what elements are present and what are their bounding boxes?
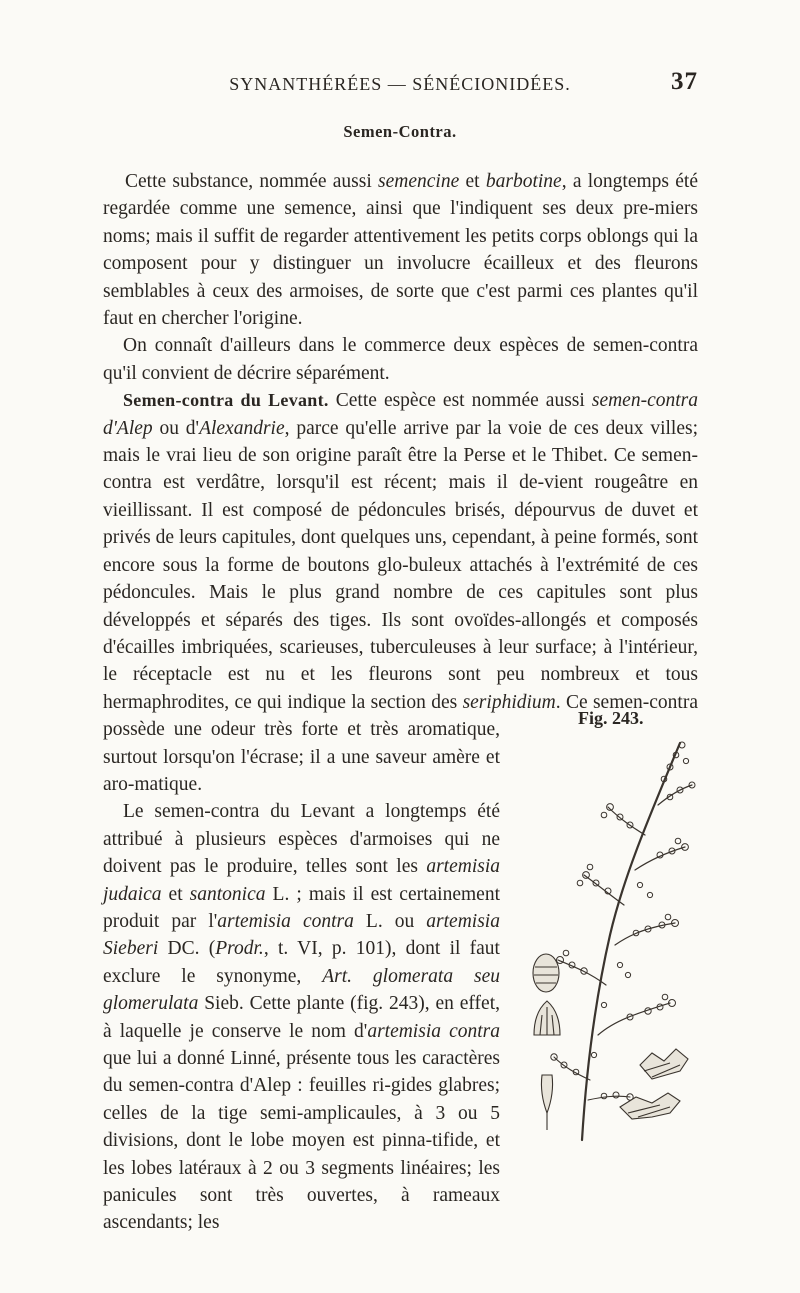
subsection-heading: Semen-contra du Levant. — [123, 390, 329, 411]
page-number: 37 — [671, 68, 698, 95]
figure-caption: Fig. 243. — [578, 708, 644, 728]
paragraph-2: On connaît d'ailleurs dans le commerce deux espèces de semen-contra qu'il convient de décrire séparément. — [103, 335, 698, 384]
paragraph-3: Semen-contra du Levant. Cette espèce est nommée aussi semen-contra d'Alep ou d'Alexandrie, parce qu'elle arrive par la voie de ces deux villes; mais le vrai lieu de son origine paraît être la Perse et le Thibet. Ce semen-contra est verdâtre, lorsqu'il est récent; mais il de-vient rougeâtre en vieillissant. Il est composé de pédoncules brisés, dépourvus de duvet et privés de leurs capitules, dont quelques uns, cependant, à peine formés, sont encore sous la forme de boutons glo-buleux attachés à l'extrémité de ces pédoncules. Mais le plus grand nombre de ces capitules sont plus développés et séparés des tiges. Ils sont ovoïdes-allongés et composés d'écailles imbriquées, scarieuses, tuberculeuses à leur surface; à l'intérieur, le réceptacle est nu et les fleurons sont peu nombreux et tous hermaphrodites, ce qui indique la section des seriphidium . Ce semen-contra possède une odeur très forte et très aromatique, surtout lorsqu'on l'écrase; il a une saveur amère et aro-matique. — [103, 390, 698, 795]
running-title: SYNANTHÉRÉES — SÉNÉCIONIDÉES. — [229, 74, 571, 94]
paragraph-4: Le semen-contra du Levant a longtemps été attribué à plusieurs espèces d'armoises qui ne doivent pas le produire, telles sont les artemisia judaica et santonica L. ; mais il est certainement produit par l'artemisia contra L. ou artemisia Sieberi DC. (Prodr., t. VI, p. 101), dont il faut exclure le synonyme, Art. glomerata seu glomerulata Sieb. Cette plante (fig. 243), en effet, à laquelle je conserve le nom d'artemisia contra que lui a donné Linné, présente tous les caractères du semen-contra d'Alep : feuilles ri-gides glabres; celles de la tige semi-amplicaules, à 3 ou 5 divisions, dont le lobe moyen est pinna-tifide, et les lobes latéraux à 2 ou 3 segments linéaires; les panicules sont très ouvertes, à rameaux ascendants; les — [103, 801, 500, 1234]
paragraph-1: Cette substance, nommée aussi semencine et barbotine, a longtemps été regardée comme une semence, ainsi que l'indiquent ses deux pre-miers noms; mais il suffit de regarder attentivement les petits corps oblongs qui la composent pour y distinguer un involucre écailleux et des fleurons semblables à ceux des armoises, de sorte que c'est parmi ces plantes qu'il faut en chercher l'origine. — [103, 171, 698, 330]
running-head — [102, 60, 698, 100]
plant-illustration — [520, 735, 700, 1145]
section-title: Semen-Contra. — [343, 122, 457, 141]
